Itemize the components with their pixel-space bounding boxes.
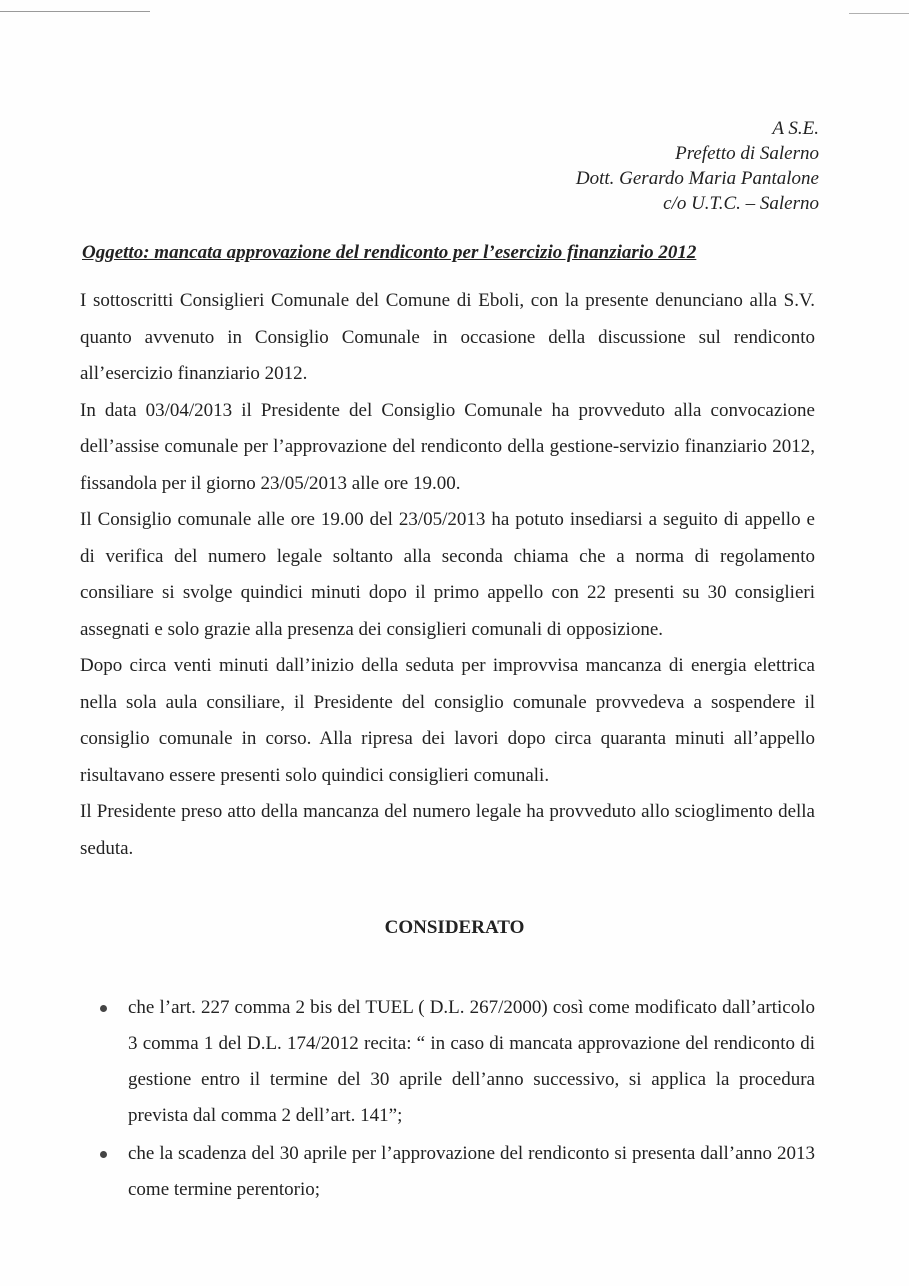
list-item [80,990,815,1134]
paragraph: Il Consiglio comunale alle ore 19.00 del 23/05/2013 ha potuto insediarsi a seguito di appello e di verifica del numero legale soltanto alla seconda chiama che a norma di regolamento consiliare si svolge quindici minuti dopo il primo appello con 22 presenti su 30 consiglieri assegnati e solo grazie alla presenza dei consiglieri comunali di opposizione. [80,509,815,640]
addressee-line: c/o U.T.C. – Salerno [663,193,819,214]
section-heading: CONSIDERATO [384,917,525,938]
paragraph: In data 03/04/2013 il Presidente del Consiglio Comunale ha provveduto alla convocazione dell’assise comunale per l’approvazione del rendiconto della gestione-servizio finanziario 2012, fissandola per il giorno 23/05/2013 alle ore 19.00. [80,399,815,494]
body-paragraphs [80,283,815,867]
addressee-block [576,116,819,216]
scan-edge-line [849,13,909,14]
bullet-icon [100,1151,107,1158]
list-item-text: che la scadenza del 30 aprile per l’approvazione del rendiconto si presenta dall’anno 2013 come termine perentorio; [128,1143,815,1200]
considerations-list [80,990,815,1210]
paragraph: I sottoscritti Consiglieri Comunale del Comune di Eboli, con la presente denunciano alla S.V. quanto avvenuto in Consiglio Comunale in occasione della discussione sul rendiconto all’esercizio finanziario 2012. [80,290,815,384]
bullet-icon [100,1005,107,1012]
addressee-line: Prefetto di Salerno [675,143,819,164]
scan-edge-line [0,11,150,12]
paragraph: Dopo circa venti minuti dall’inizio della seduta per improvvisa mancanza di energia elettrica nella sola aula consiliare, il Presidente del consiglio comunale provvedeva a sospendere il consiglio comunale in corso. Alla ripresa dei lavori dopo circa quaranta minuti all’appello risultavano essere presenti solo quindici consiglieri comunali. [80,655,815,786]
list-item [80,1136,815,1208]
list-item-text: che l’art. 227 comma 2 bis del TUEL ( D.L. 267/2000) così come modificato dall’articolo 3 comma 1 del D.L. 174/2012 recita: “ in caso di mancata approvazione del rendiconto di gestione entro il termine del 30 aprile dell’anno successivo, si applica la procedura prevista dal comma 2 dell’art. 141”; [128,997,815,1126]
addressee-line: A S.E. [772,118,819,139]
addressee-line: Dott. Gerardo Maria Pantalone [575,168,819,189]
subject-line: Oggetto: mancata approvazione del rendiconto per l’esercizio finanziario 2012 [82,242,697,263]
paragraph: Il Presidente preso atto della mancanza del numero legale ha provveduto allo scioglimento della seduta. [80,801,815,859]
